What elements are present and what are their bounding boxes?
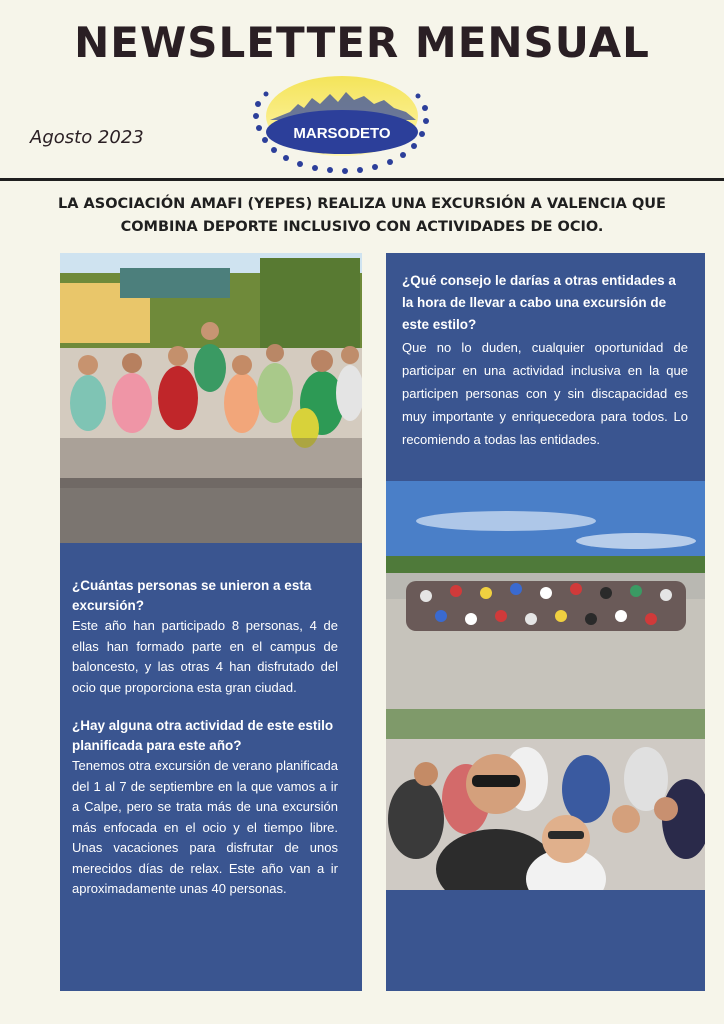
article-headline: LA ASOCIACIÓN AMAFI (YEPES) REALIZA UNA EXCURSIÓN A VALENCIA QUE COMBINA DEPORTE INCLUSIVO CON ACTIVIDADES DE OCIO. bbox=[58, 196, 666, 235]
logo-text: MARSODETO bbox=[293, 125, 391, 142]
answer-participants: Este año han participado 8 personas, 4 de ellas han formado parte en el campus de baloncesto, y las otras 4 han disfrutado del ocio que proporciona esta gran ciudad. bbox=[72, 618, 338, 695]
marsodeto-logo bbox=[250, 74, 435, 174]
newsletter-title: NEWSLETTER MENSUAL bbox=[74, 18, 650, 67]
group-photo-karting bbox=[386, 481, 705, 709]
left-qa-block bbox=[72, 576, 338, 900]
question-other-activities: ¿Hay alguna otra actividad de este estilo planificada para este año? bbox=[72, 718, 334, 753]
issue-date: Agosto 2023 bbox=[30, 127, 144, 148]
question-participants: ¿Cuántas personas se unieron a esta excursión? bbox=[72, 578, 312, 613]
answer-advice: Que no lo duden, cualquier oportunidad de participar en una actividad inclusiva en la que participen personas con y sin discapacidad es muy importante y enriquecedora para todos. Lo recomiendo a todas las entidades. bbox=[402, 340, 688, 447]
right-bottom-panel bbox=[386, 890, 705, 991]
group-photo-outdoor bbox=[60, 253, 362, 543]
question-advice: ¿Qué consejo le darías a otras entidades a la hora de llevar a cabo una excursión de este estilo? bbox=[402, 273, 676, 332]
group-selfie-photo bbox=[386, 709, 705, 890]
header-divider bbox=[0, 178, 724, 181]
right-qa-block bbox=[402, 270, 688, 451]
answer-other-activities: Tenemos otra excursión de verano planificada del 1 al 7 de septiembre en la que vamos a ir a Calpe, pero se trata más de una excursión más enfocada en el ocio y el tiempo libre. Unas vacaciones para disfrutar de unos merecidos días de relax. Este año van a ir aproximadamente unas 40 personas. bbox=[72, 758, 338, 896]
